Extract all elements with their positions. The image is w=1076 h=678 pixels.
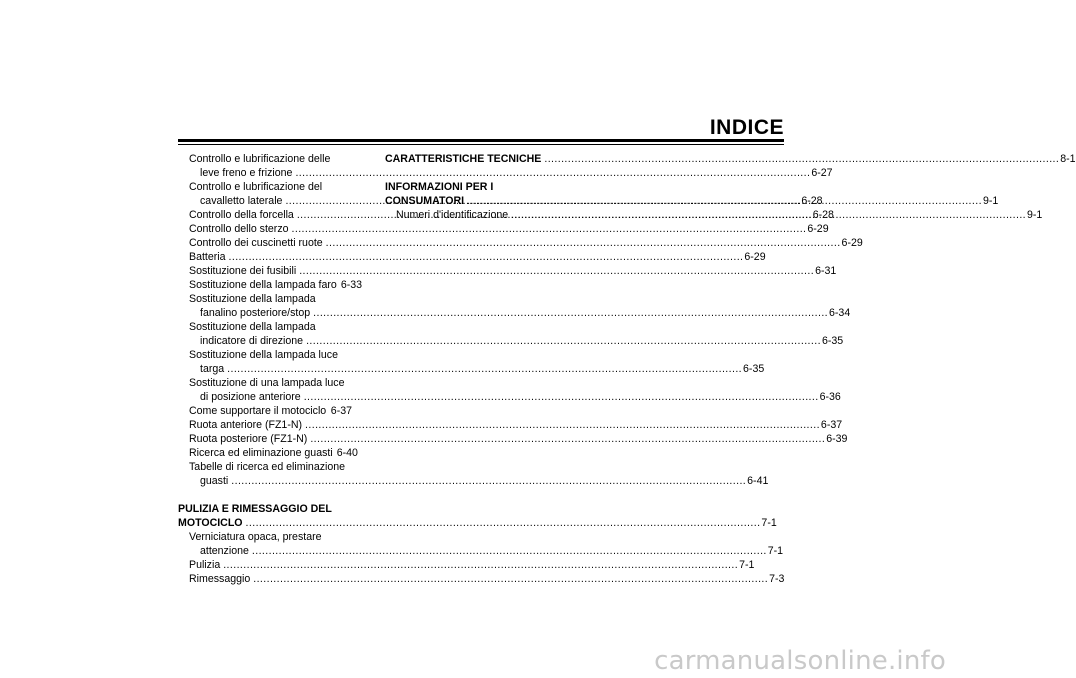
- toc-entry-label: Ruota posteriore (FZ1-N): [189, 433, 308, 445]
- toc-entry[interactable]: [178, 544, 784, 558]
- toc-entry[interactable]: [178, 264, 837, 278]
- toc-page-number: 6-37: [820, 419, 843, 431]
- toc-entry-label: Come supportare il motociclo: [189, 405, 327, 417]
- toc-entry-label: Sostituzione dei fusibili: [189, 265, 297, 277]
- dot-leader: [252, 544, 767, 558]
- toc-entry[interactable]: [178, 166, 833, 180]
- toc-entry-label: Tabelle di ricerca ed eliminazione: [189, 461, 346, 473]
- toc-entry-label: Numeri d'identificazione: [396, 209, 509, 221]
- toc-entry-label: Sostituzione di una lampada luce: [189, 377, 345, 389]
- toc-entry[interactable]: [178, 306, 851, 320]
- toc-entry-label: fanalino posteriore/stop: [200, 307, 311, 319]
- toc-entry-label: cavalletto laterale: [200, 195, 283, 207]
- toc-entry-label: Controllo e lubrificazione delle: [189, 153, 331, 165]
- header-rule: [178, 139, 784, 142]
- header-rule-thin: [178, 144, 784, 145]
- toc-page-number: 6-41: [747, 475, 769, 487]
- toc-entry-label: Controllo e lubrificazione del: [189, 181, 323, 193]
- toc-page-number: 6-28: [801, 195, 823, 207]
- toc-entry-label: Sostituzione della lampada luce: [189, 349, 338, 361]
- dot-leader: [313, 306, 828, 320]
- section-title: PULIZIA E RIMESSAGGIO DEL: [178, 503, 332, 515]
- page-title: INDICE: [709, 116, 784, 139]
- toc-entry[interactable]: [178, 334, 844, 348]
- toc-entry[interactable]: [178, 222, 829, 236]
- toc-entry[interactable]: [178, 432, 848, 446]
- toc-page-number: 8-1: [1060, 153, 1076, 165]
- toc-page-number: 6-37: [330, 405, 352, 417]
- toc-entry[interactable]: [178, 558, 755, 572]
- toc-page-number: 6-29: [841, 237, 863, 249]
- toc-entry-label: Sostituzione della lampada faro: [189, 279, 337, 291]
- section-title: CONSUMATORI: [385, 195, 465, 207]
- toc-entry-label: attenzione: [200, 545, 249, 557]
- toc-entry[interactable]: [178, 418, 843, 432]
- toc-entry-label: indicatore di direzione: [200, 335, 304, 347]
- toc-section-entry[interactable]: [385, 152, 1076, 166]
- dot-leader: [292, 222, 807, 236]
- toc-entry-label: guasti: [200, 475, 229, 487]
- toc-page-number: 6-27: [811, 167, 833, 179]
- toc-entry-label: Controllo della forcella: [189, 209, 294, 221]
- dot-leader: [329, 404, 330, 418]
- toc-entry[interactable]: [178, 390, 841, 404]
- dot-leader: [223, 558, 738, 572]
- dot-leader: [253, 572, 768, 586]
- section-title: CARATTERISTICHE TECNICHE: [385, 153, 542, 165]
- toc-entry[interactable]: [178, 278, 363, 292]
- toc-page-number: 9-1: [1027, 209, 1043, 221]
- toc-entry-label: Pulizia: [189, 559, 221, 571]
- toc-entry-label: Sostituzione della lampada: [189, 293, 316, 305]
- dot-leader: [305, 418, 820, 432]
- toc-entry[interactable]: [178, 446, 358, 460]
- toc-page-number: 7-1: [767, 545, 784, 557]
- dot-leader: [326, 236, 841, 250]
- toc-entry-label: targa: [200, 363, 225, 375]
- dot-leader: [304, 390, 819, 404]
- toc-page-number: 6-29: [807, 223, 829, 235]
- dot-leader: [229, 250, 744, 264]
- toc-page-number: 6-34: [829, 307, 851, 319]
- section-title: MOTOCICLO: [178, 517, 243, 529]
- toc-entry-label: Rimessaggio: [189, 573, 251, 585]
- toc-entry[interactable]: [178, 474, 769, 488]
- dot-leader: [511, 208, 1026, 222]
- dot-leader: [544, 152, 1059, 166]
- toc-entry-label: Verniciatura opaca, prestare: [189, 531, 322, 543]
- dot-leader: [299, 264, 814, 278]
- toc-entry-label: Batteria: [189, 251, 226, 263]
- toc-entry-label: leve freno e frizione: [200, 167, 293, 179]
- dot-leader: [246, 516, 761, 530]
- toc-page-number: 7-1: [739, 559, 755, 571]
- toc-page-number: 6-35: [743, 363, 765, 375]
- toc-entry[interactable]: [178, 572, 785, 586]
- toc-entry-label: Ruota anteriore (FZ1-N): [189, 419, 303, 431]
- toc-entry-label: Ricerca ed eliminazione guasti: [189, 447, 333, 459]
- toc-page-number: 6-29: [744, 251, 766, 263]
- toc-entry[interactable]: [178, 236, 863, 250]
- toc-entry[interactable]: [178, 250, 766, 264]
- toc-page-number: 6-31: [815, 265, 837, 277]
- toc-entry-label: Sostituzione della lampada: [189, 321, 316, 333]
- toc-page-number: 6-33: [340, 279, 363, 291]
- toc-page-number: 6-35: [821, 335, 844, 347]
- toc-entry-label: di posizione anteriore: [200, 391, 301, 403]
- toc-entry-label: Controllo dei cuscinetti ruote: [189, 237, 323, 249]
- dot-leader: [306, 334, 821, 348]
- toc-page-number: 6-28: [812, 209, 834, 221]
- toc-page-number: 7-1: [761, 517, 777, 529]
- toc-entry[interactable]: [178, 362, 765, 376]
- dot-leader: [231, 474, 746, 488]
- toc-page-number: 6-36: [819, 391, 841, 403]
- dot-leader: [310, 432, 825, 446]
- toc-entry-label: Controllo dello sterzo: [189, 223, 289, 235]
- watermark-text: carmanualsonline.info: [654, 646, 946, 676]
- toc-page-number: 6-39: [826, 433, 848, 445]
- toc-entry[interactable]: [178, 404, 352, 418]
- dot-leader: [467, 194, 982, 208]
- toc-page-number: 6-40: [336, 447, 358, 459]
- dot-leader: [227, 362, 742, 376]
- toc-page-number: 7-3: [769, 573, 785, 585]
- toc-page-number: 9-1: [982, 195, 999, 207]
- toc-section-entry[interactable]: [178, 516, 777, 530]
- section-title: INFORMAZIONI PER I: [385, 181, 494, 193]
